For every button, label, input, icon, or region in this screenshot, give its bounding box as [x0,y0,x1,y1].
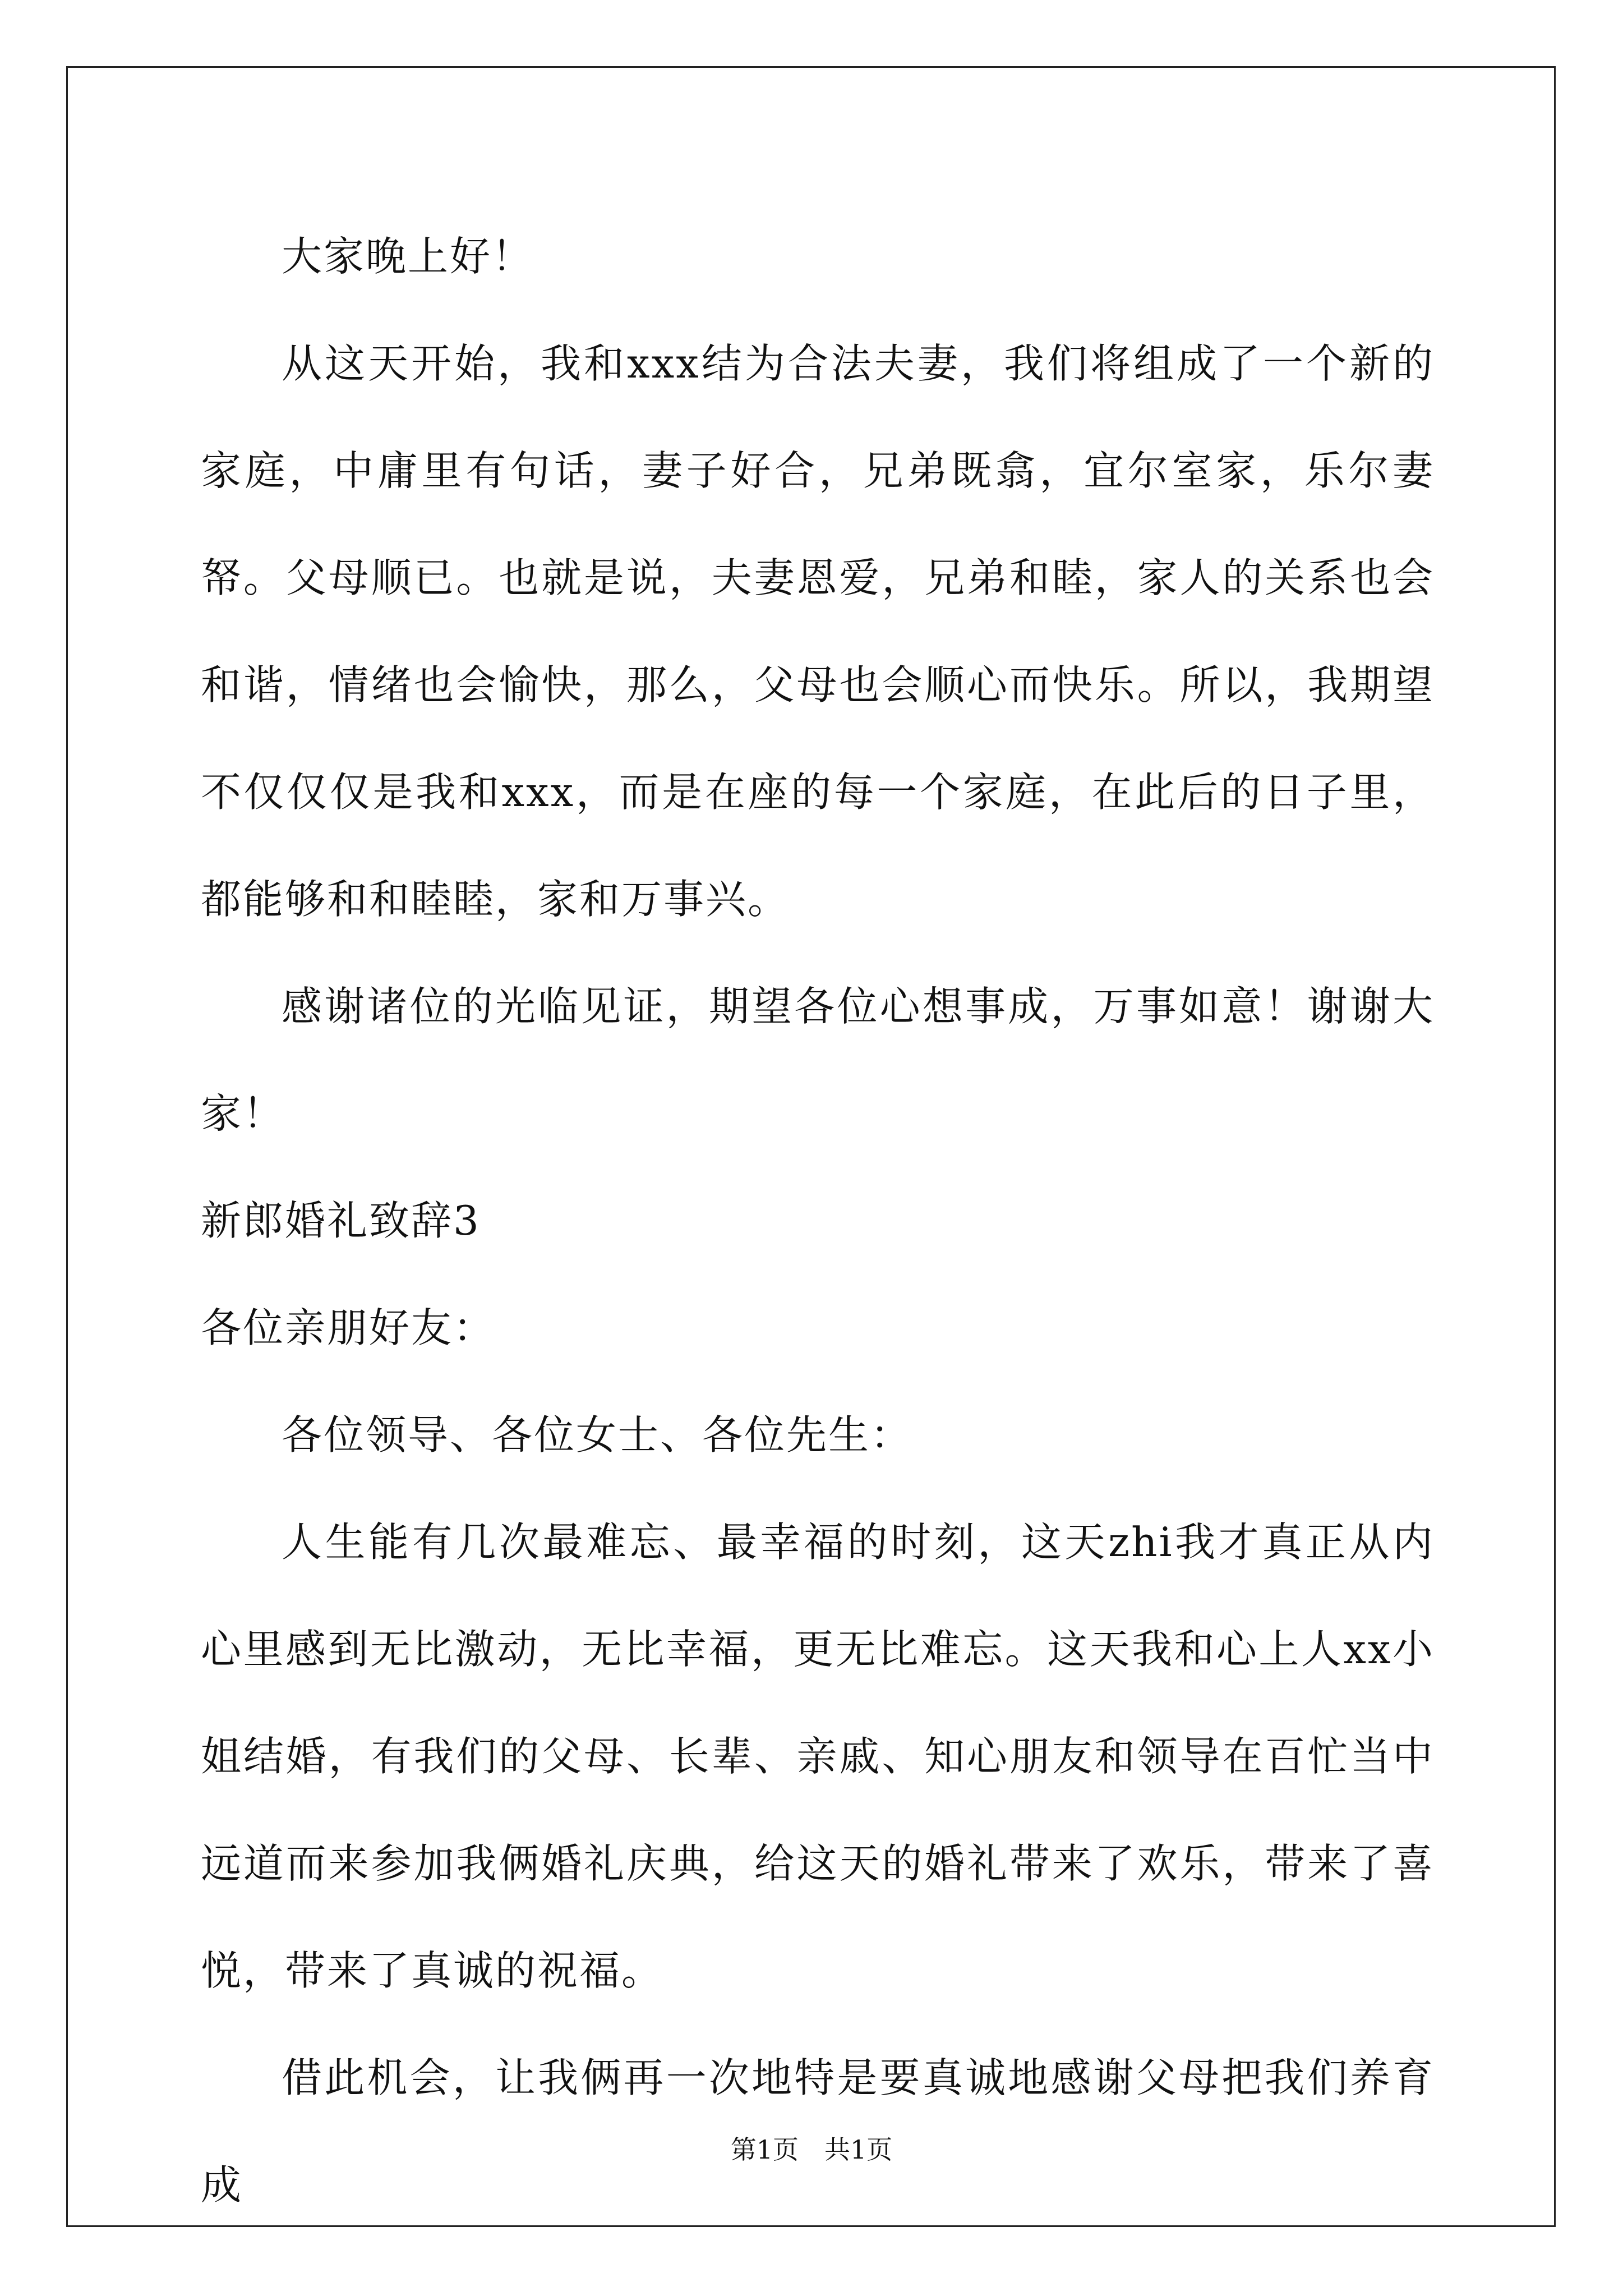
paragraph-thanks: 感谢诸位的光临见证，期望各位心想事成，万事如意！谢谢大家！ [201,983,1435,1137]
paragraph-gratitude: 借此机会，让我俩再一次地特是要真诚地感谢父母把我们养育成 [201,2054,1435,2208]
document-body [201,203,1435,2239]
page-footer: 第1页 共1页 [730,2134,893,2165]
paragraph-happiest-moment: 人生能有几次最难忘、最幸福的时刻，这天zhi我才真正从内心里感到无比激动，无比幸福，更无比难忘。这天我和心上人xx小姐结婚，有我们的父母、长辈、亲戚、知心朋友和领导在百忙当中远道而来参加我俩婚礼庆典，给这天的婚礼带来了欢乐，带来了喜悦，带来了真诚的祝福。 [201,1519,1435,1994]
section-heading: 新郎婚礼致辞3 [201,1197,481,1244]
paragraph-greeting: 大家晚上好！ [282,233,534,280]
paragraph-salutation: 各位亲朋好友： [201,1304,496,1351]
paragraph-marriage-wish: 从这天开始，我和xxx结为合法夫妻，我们将组成了一个新的家庭，中庸里有句话，妻子好合，兄弟既翕，宜尔室家，乐尔妻帑。父母顺已。也就是说，夫妻恩爱，兄弟和睦，家人的关系也会和谐，情绪也会愉快，那么，父母也会顺心而快乐。所以，我期望不仅仅仅是我和xxx，而是在座的每一个家庭，在此后的日子里，都能够和和睦睦，家和万事兴。 [201,340,1435,923]
paragraph-address: 各位领导、各位女士、各位先生： [282,1411,913,1458]
